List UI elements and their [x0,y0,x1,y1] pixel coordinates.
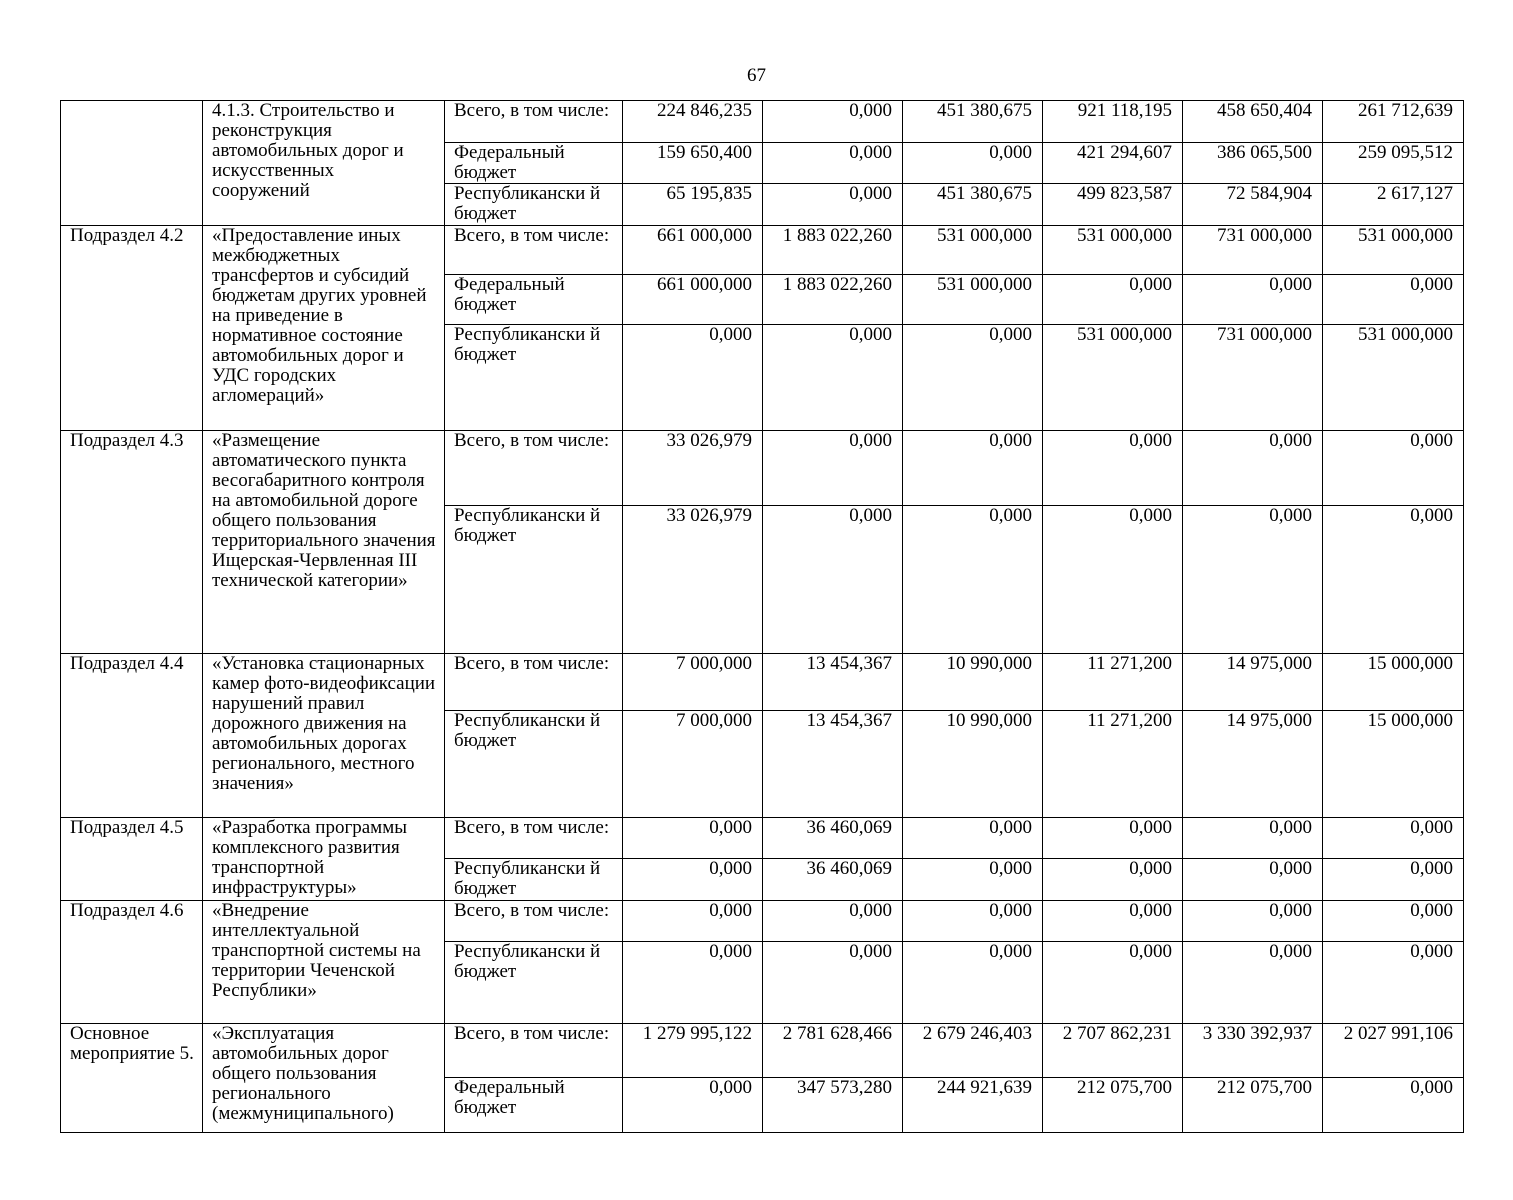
funding-source-cell: Республикански й бюджет [445,325,623,431]
section-name-cell: 4.1.3. Строительство и реконструкция автомобильных дорог и искусственных сооружений [203,101,445,226]
section-name-cell: «Разработка программы комплексного развития транспортной инфраструктуры» [203,818,445,901]
section-code-cell: Подраздел 4.3 [61,431,203,654]
amount-cell: 224 846,235 [623,101,763,143]
funding-source-cell: Республикански й бюджет [445,942,623,1024]
amount-cell: 0,000 [1323,859,1464,901]
amount-cell: 2 707 862,231 [1043,1024,1183,1078]
amount-cell: 0,000 [903,901,1043,942]
budget-table [60,100,1464,1133]
amount-cell: 36 460,069 [763,818,903,859]
amount-cell: 0,000 [1043,942,1183,1024]
amount-cell: 10 990,000 [903,711,1043,818]
funding-source-cell: Всего, в том числе: [445,101,623,143]
amount-cell: 0,000 [1043,275,1183,325]
amount-cell: 0,000 [1183,901,1323,942]
amount-cell: 15 000,000 [1323,711,1464,818]
amount-cell: 1 883 022,260 [763,226,903,275]
amount-cell: 347 573,280 [763,1078,903,1133]
funding-source-cell: Всего, в том числе: [445,654,623,711]
amount-cell: 11 271,200 [1043,654,1183,711]
funding-source-cell: Республикански й бюджет [445,184,623,226]
amount-cell: 0,000 [1043,859,1183,901]
amount-cell: 0,000 [903,506,1043,654]
amount-cell: 261 712,639 [1323,101,1464,143]
amount-cell: 0,000 [1183,942,1323,1024]
section-name-cell: «Эксплуатация автомобильных дорог общего пользования регионального (межмуниципального) [203,1024,445,1133]
amount-cell: 0,000 [763,942,903,1024]
funding-source-cell: Федеральный бюджет [445,1078,623,1133]
amount-cell: 921 118,195 [1043,101,1183,143]
section-name-cell: «Предоставление иных межбюджетных трансфертов и субсидий бюджетам других уровней на приведение в нормативное состояние автомобильных дорог и УДС городских агломераций» [203,226,445,431]
amount-cell: 0,000 [903,942,1043,1024]
amount-cell: 0,000 [763,325,903,431]
table-row [61,226,1464,275]
amount-cell: 0,000 [903,859,1043,901]
amount-cell: 531 000,000 [1043,325,1183,431]
amount-cell: 0,000 [1183,818,1323,859]
amount-cell: 731 000,000 [1183,226,1323,275]
amount-cell: 458 650,404 [1183,101,1323,143]
table-row [61,1024,1464,1078]
amount-cell: 499 823,587 [1043,184,1183,226]
amount-cell: 7 000,000 [623,711,763,818]
amount-cell: 1 883 022,260 [763,275,903,325]
section-code-cell [61,101,203,226]
amount-cell: 661 000,000 [623,226,763,275]
amount-cell: 13 454,367 [763,654,903,711]
amount-cell: 0,000 [903,325,1043,431]
amount-cell: 2 617,127 [1323,184,1464,226]
amount-cell: 2 679 246,403 [903,1024,1043,1078]
amount-cell: 531 000,000 [1323,325,1464,431]
amount-cell: 0,000 [1183,859,1323,901]
table-row [61,431,1464,506]
table-row [61,654,1464,711]
amount-cell: 0,000 [1323,506,1464,654]
funding-source-cell: Всего, в том числе: [445,431,623,506]
amount-cell: 0,000 [1043,901,1183,942]
funding-source-cell: Всего, в том числе: [445,901,623,942]
amount-cell: 36 460,069 [763,859,903,901]
amount-cell: 0,000 [1323,901,1464,942]
section-name-cell: «Установка стационарных камер фото-видеофиксации нарушений правил дорожного движения на автомобильных дорогах регионального, местного значения» [203,654,445,818]
amount-cell: 0,000 [623,859,763,901]
funding-source-cell: Федеральный бюджет [445,275,623,325]
amount-cell: 65 195,835 [623,184,763,226]
amount-cell: 0,000 [1183,275,1323,325]
amount-cell: 33 026,979 [623,431,763,506]
amount-cell: 451 380,675 [903,184,1043,226]
amount-cell: 0,000 [1043,506,1183,654]
amount-cell: 531 000,000 [1043,226,1183,275]
amount-cell: 0,000 [1043,818,1183,859]
amount-cell: 531 000,000 [903,275,1043,325]
funding-source-cell: Всего, в том числе: [445,818,623,859]
amount-cell: 15 000,000 [1323,654,1464,711]
funding-source-cell: Республикански й бюджет [445,711,623,818]
amount-cell: 259 095,512 [1323,143,1464,184]
section-code-cell: Подраздел 4.5 [61,818,203,901]
amount-cell: 159 650,400 [623,143,763,184]
section-code-cell: Подраздел 4.2 [61,226,203,431]
table-row [61,901,1464,942]
amount-cell: 0,000 [903,143,1043,184]
amount-cell: 0,000 [1323,275,1464,325]
amount-cell: 0,000 [1323,818,1464,859]
amount-cell: 0,000 [623,325,763,431]
amount-cell: 0,000 [1323,942,1464,1024]
amount-cell: 0,000 [763,506,903,654]
funding-source-cell: Республикански й бюджет [445,859,623,901]
amount-cell: 7 000,000 [623,654,763,711]
amount-cell: 0,000 [763,901,903,942]
amount-cell: 2 781 628,466 [763,1024,903,1078]
amount-cell: 0,000 [1043,431,1183,506]
amount-cell: 14 975,000 [1183,654,1323,711]
amount-cell: 0,000 [1183,431,1323,506]
amount-cell: 0,000 [763,143,903,184]
funding-source-cell: Всего, в том числе: [445,1024,623,1078]
amount-cell: 10 990,000 [903,654,1043,711]
amount-cell: 33 026,979 [623,506,763,654]
page-number: 67 [747,65,766,86]
amount-cell: 14 975,000 [1183,711,1323,818]
amount-cell: 0,000 [1323,431,1464,506]
amount-cell: 1 279 995,122 [623,1024,763,1078]
amount-cell: 0,000 [763,184,903,226]
section-code-cell: Подраздел 4.4 [61,654,203,818]
amount-cell: 0,000 [763,101,903,143]
amount-cell: 0,000 [623,1078,763,1133]
amount-cell: 0,000 [623,942,763,1024]
funding-source-cell: Федеральный бюджет [445,143,623,184]
amount-cell: 72 584,904 [1183,184,1323,226]
amount-cell: 0,000 [903,431,1043,506]
amount-cell: 11 271,200 [1043,711,1183,818]
section-code-cell: Основное мероприятие 5. [61,1024,203,1133]
amount-cell: 13 454,367 [763,711,903,818]
section-code-cell: Подраздел 4.6 [61,901,203,1024]
amount-cell: 0,000 [623,901,763,942]
amount-cell: 3 330 392,937 [1183,1024,1323,1078]
amount-cell: 0,000 [903,818,1043,859]
table-row [61,818,1464,859]
amount-cell: 451 380,675 [903,101,1043,143]
amount-cell: 531 000,000 [903,226,1043,275]
amount-cell: 0,000 [623,818,763,859]
table-row [61,101,1464,143]
amount-cell: 244 921,639 [903,1078,1043,1133]
section-name-cell: «Внедрение интеллектуальной транспортной системы на территории Чеченской Республики» [203,901,445,1024]
amount-cell: 0,000 [1323,1078,1464,1133]
amount-cell: 531 000,000 [1323,226,1464,275]
amount-cell: 2 027 991,106 [1323,1024,1464,1078]
amount-cell: 0,000 [1183,506,1323,654]
amount-cell: 212 075,700 [1043,1078,1183,1133]
amount-cell: 661 000,000 [623,275,763,325]
amount-cell: 0,000 [763,431,903,506]
funding-source-cell: Республикански й бюджет [445,506,623,654]
amount-cell: 421 294,607 [1043,143,1183,184]
funding-source-cell: Всего, в том числе: [445,226,623,275]
amount-cell: 731 000,000 [1183,325,1323,431]
amount-cell: 212 075,700 [1183,1078,1323,1133]
section-name-cell: «Размещение автоматического пункта весогабаритного контроля на автомобильной дороге общего пользования территориального значения Ищерская-Червленная III технической категории» [203,431,445,654]
amount-cell: 386 065,500 [1183,143,1323,184]
